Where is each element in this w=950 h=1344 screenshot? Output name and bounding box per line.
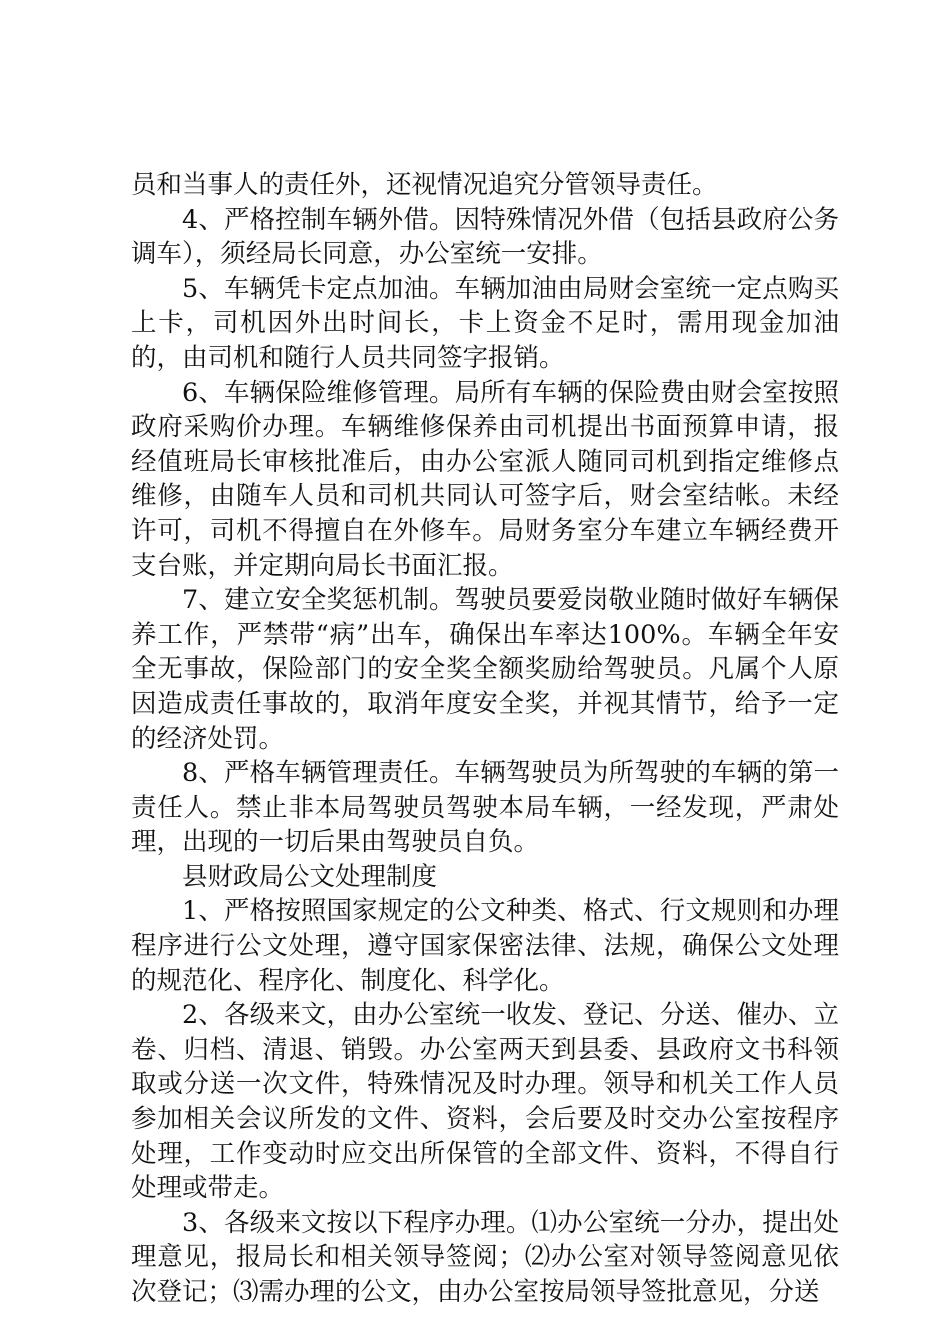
- paragraph-item-4: 4、严格控制车辆外借。因特殊情况外借（包括县政府公务调车），须经局长同意，办公室统一安排。: [131, 204, 839, 270]
- paragraph-doc-item-1: 1、严格按照国家规定的公文种类、格式、行文规则和办理程序进行公文处理，遵守国家保密法律、法规，确保公文处理的规范化、程序化、制度化、科学化。: [131, 896, 839, 996]
- paragraph-item-6: 6、车辆保险维修管理。局所有车辆的保险费由财会室按照政府采购价办理。车辆维修保养由司机提出书面预算申请，报经值班局长审核批准后，由办公室派人随同司机到指定维修点维修，由随车人员和司机共同认可签字后，财会室结帐。未经许可，司机不得擅自在外修车。局财务室分车建立车辆经费开支台账，并定期向局长书面汇报。: [131, 377, 839, 581]
- paragraph-continuation: 员和当事人的责任外，还视情况追究分管领导责任。: [131, 170, 718, 200]
- document-page: [131, 168, 839, 1310]
- paragraph-item-7: 7、建立安全奖惩机制。驾驶员要爱岗敬业随时做好车辆保养工作，严禁带“病”出车，确保出车率达100%。车辆全年安全无事故，保险部门的安全奖全额奖励给驾驶员。凡属个人原因造成责任事故的，取消年度安全奖，并视其情节，给予一定的经济处罚。: [131, 585, 839, 754]
- section-heading: 县财政局公文处理制度: [182, 861, 438, 892]
- paragraph-item-8: 8、严格车辆管理责任。车辆驾驶员为所驾驶的车辆的第一责任人。禁止非本局驾驶员驾驶本局车辆，一经发现，严肃处理，出现的一切后果由驾驶员自负。: [131, 758, 839, 858]
- paragraph-doc-item-2: 2、各级来文，由办公室统一收发、登记、分送、催办、立卷、归档、清退、销毁。办公室两天到县委、县政府文书科领取或分送一次文件，特殊情况及时办理。领导和机关工作人员参加相关会议所发的文件、资料，会后要及时交办公室按程序处理，工作变动时应交出所保管的全部文件、资料，不得自行处理或带走。: [131, 1000, 839, 1204]
- paragraph-doc-item-3: 3、各级来文按以下程序办理。⑴办公室统一分办，提出处理意见，报局长和相关领导签阅；⑵办公室对领导签阅意见依次登记；⑶需办理的公文，由办公室按局领导签批意见，分送: [131, 1207, 839, 1307]
- paragraph-item-5: 5、车辆凭卡定点加油。车辆加油由局财会室统一定点购买上卡，司机因外出时间长，卡上资金不足时，需用现金加油的，由司机和随行人员共同签字报销。: [131, 273, 839, 373]
